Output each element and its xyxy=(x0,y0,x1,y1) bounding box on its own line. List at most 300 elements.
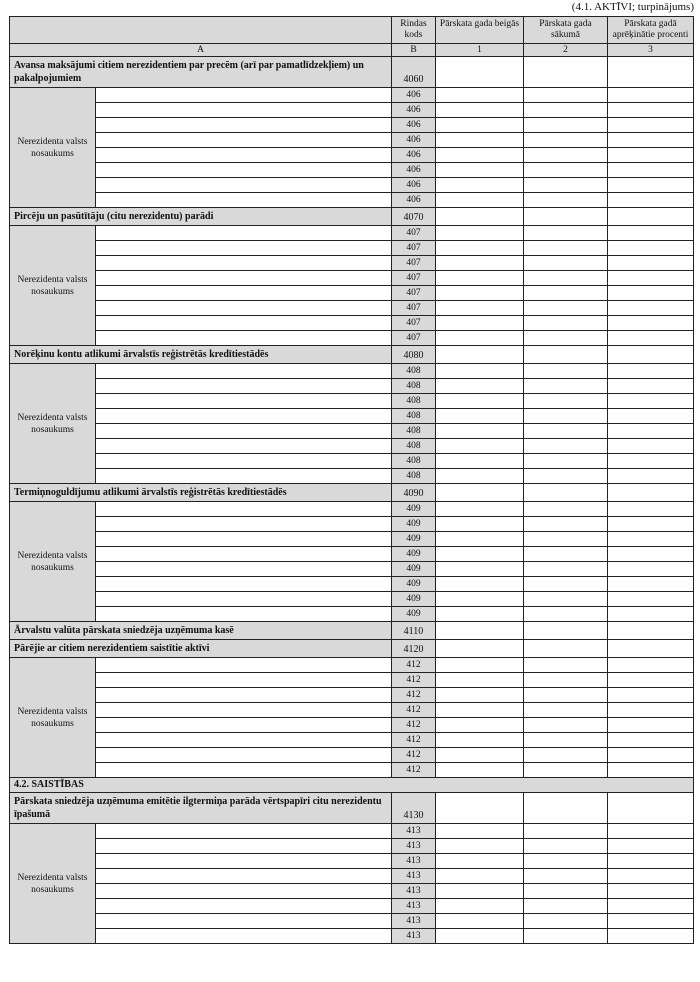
country-name-input[interactable] xyxy=(96,929,392,944)
value-year-end[interactable] xyxy=(436,688,524,703)
liabilities-title-row xyxy=(10,778,694,793)
country-name-input[interactable] xyxy=(96,439,392,454)
country-name-input[interactable] xyxy=(96,409,392,424)
value-interest[interactable] xyxy=(608,331,694,346)
country-row xyxy=(10,577,694,592)
country-name-input[interactable] xyxy=(96,718,392,733)
row-code: 412 xyxy=(392,733,436,748)
value-year-start[interactable] xyxy=(524,688,608,703)
letter-1: 1 xyxy=(436,44,524,57)
report-table xyxy=(9,16,694,944)
value-year-start[interactable] xyxy=(524,241,608,256)
country-name-input[interactable] xyxy=(96,226,392,241)
country-name-input[interactable] xyxy=(96,148,392,163)
value-interest[interactable] xyxy=(608,316,694,331)
value-year-start[interactable] xyxy=(524,502,608,517)
country-name-input[interactable] xyxy=(96,899,392,914)
row-code: 408 xyxy=(392,439,436,454)
country-label: Nerezidenta valsts nosaukums xyxy=(10,88,96,208)
value-interest[interactable] xyxy=(608,484,694,502)
value-year-start[interactable] xyxy=(524,409,608,424)
value-interest[interactable] xyxy=(608,673,694,688)
country-name-input[interactable] xyxy=(96,592,392,607)
row-code: 412 xyxy=(392,748,436,763)
section-code: 4110 xyxy=(392,622,436,640)
value-interest[interactable] xyxy=(608,592,694,607)
value-interest[interactable] xyxy=(608,517,694,532)
row-code: 413 xyxy=(392,869,436,884)
letter-b: B xyxy=(392,44,436,57)
value-interest[interactable] xyxy=(608,469,694,484)
country-name-input[interactable] xyxy=(96,914,392,929)
column-letters-row xyxy=(10,44,694,57)
country-row xyxy=(10,869,694,884)
value-year-end[interactable] xyxy=(436,547,524,562)
country-name-input[interactable] xyxy=(96,271,392,286)
value-year-end[interactable] xyxy=(436,316,524,331)
section-row xyxy=(10,622,694,640)
value-year-end[interactable] xyxy=(436,733,524,748)
country-name-input[interactable] xyxy=(96,241,392,256)
row-code: 407 xyxy=(392,271,436,286)
value-year-end[interactable] xyxy=(436,193,524,208)
section-label: Norēķinu kontu atlikumi ārvalstīs reģistrētās kredītiestādēs xyxy=(10,346,392,364)
country-row xyxy=(10,271,694,286)
country-row xyxy=(10,439,694,454)
value-year-end[interactable] xyxy=(436,577,524,592)
country-row xyxy=(10,469,694,484)
country-row xyxy=(10,409,694,424)
country-name-input[interactable] xyxy=(96,547,392,562)
value-year-start[interactable] xyxy=(524,703,608,718)
value-interest[interactable] xyxy=(608,379,694,394)
country-name-input[interactable] xyxy=(96,884,392,899)
value-year-start[interactable] xyxy=(524,839,608,854)
value-interest[interactable] xyxy=(608,103,694,118)
section-label: Termiņnoguldījumu atlikumi ārvalstīs reģistrētās kredītiestādēs xyxy=(10,484,392,502)
value-interest[interactable] xyxy=(608,133,694,148)
value-interest[interactable] xyxy=(608,688,694,703)
row-code: 408 xyxy=(392,454,436,469)
value-interest[interactable] xyxy=(608,532,694,547)
section-code: 4120 xyxy=(392,640,436,658)
section-row xyxy=(10,208,694,226)
value-year-end[interactable] xyxy=(436,914,524,929)
section-code: 4130 xyxy=(392,793,436,824)
value-year-end[interactable] xyxy=(436,256,524,271)
value-year-end[interactable] xyxy=(436,673,524,688)
section-label: Pārskata sniedzēja uzņēmuma emitētie ilgtermiņa parāda vērtspapīri citu nerezidentu īpašumā xyxy=(10,793,392,824)
row-code: 407 xyxy=(392,331,436,346)
value-interest[interactable] xyxy=(608,640,694,658)
value-interest[interactable] xyxy=(608,286,694,301)
value-interest[interactable] xyxy=(608,793,694,824)
value-year-start[interactable] xyxy=(524,733,608,748)
value-interest[interactable] xyxy=(608,658,694,673)
row-code: 413 xyxy=(392,884,436,899)
value-year-start[interactable] xyxy=(524,424,608,439)
section-row xyxy=(10,793,694,824)
country-row xyxy=(10,256,694,271)
value-year-end[interactable] xyxy=(436,502,524,517)
row-code: 409 xyxy=(392,592,436,607)
country-name-input[interactable] xyxy=(96,502,392,517)
value-year-end[interactable] xyxy=(436,763,524,778)
row-code: 412 xyxy=(392,673,436,688)
value-year-start[interactable] xyxy=(524,286,608,301)
value-year-start[interactable] xyxy=(524,454,608,469)
value-year-start[interactable] xyxy=(524,163,608,178)
value-year-start[interactable] xyxy=(524,193,608,208)
value-year-end[interactable] xyxy=(436,854,524,869)
country-name-input[interactable] xyxy=(96,331,392,346)
country-row xyxy=(10,607,694,622)
country-name-input[interactable] xyxy=(96,658,392,673)
value-interest[interactable] xyxy=(608,733,694,748)
value-year-start[interactable] xyxy=(524,748,608,763)
country-row xyxy=(10,562,694,577)
value-year-end[interactable] xyxy=(436,424,524,439)
value-year-end[interactable] xyxy=(436,163,524,178)
value-year-start[interactable] xyxy=(524,562,608,577)
value-year-end[interactable] xyxy=(436,118,524,133)
header-interest: Pārskata gadā aprēķinātie procenti xyxy=(608,17,694,44)
row-code: 407 xyxy=(392,286,436,301)
country-name-input[interactable] xyxy=(96,256,392,271)
value-year-start[interactable] xyxy=(524,824,608,839)
value-year-end[interactable] xyxy=(436,286,524,301)
value-interest[interactable] xyxy=(608,163,694,178)
country-row xyxy=(10,163,694,178)
value-interest[interactable] xyxy=(608,748,694,763)
value-year-end[interactable] xyxy=(436,658,524,673)
value-year-start[interactable] xyxy=(524,547,608,562)
value-interest[interactable] xyxy=(608,607,694,622)
header-year-start: Pārskata gada sākumā xyxy=(524,17,608,44)
value-year-start[interactable] xyxy=(524,929,608,944)
row-code: 408 xyxy=(392,424,436,439)
value-year-end[interactable] xyxy=(436,208,524,226)
section-code: 4060 xyxy=(392,57,436,88)
value-year-start[interactable] xyxy=(524,103,608,118)
country-name-input[interactable] xyxy=(96,688,392,703)
value-year-end[interactable] xyxy=(436,899,524,914)
value-year-start[interactable] xyxy=(524,484,608,502)
row-code: 408 xyxy=(392,364,436,379)
value-year-end[interactable] xyxy=(436,469,524,484)
country-name-input[interactable] xyxy=(96,88,392,103)
header-row-code: Rindas kods xyxy=(392,17,436,44)
value-year-start[interactable] xyxy=(524,226,608,241)
value-year-end[interactable] xyxy=(436,824,524,839)
country-name-input[interactable] xyxy=(96,703,392,718)
value-year-end[interactable] xyxy=(436,793,524,824)
value-interest[interactable] xyxy=(608,226,694,241)
country-name-input[interactable] xyxy=(96,301,392,316)
country-row xyxy=(10,424,694,439)
value-interest[interactable] xyxy=(608,622,694,640)
country-row xyxy=(10,502,694,517)
value-interest[interactable] xyxy=(608,193,694,208)
row-code: 406 xyxy=(392,163,436,178)
value-interest[interactable] xyxy=(608,884,694,899)
country-row xyxy=(10,178,694,193)
value-year-end[interactable] xyxy=(436,592,524,607)
value-interest[interactable] xyxy=(608,88,694,103)
value-interest[interactable] xyxy=(608,424,694,439)
value-year-start[interactable] xyxy=(524,439,608,454)
value-year-start[interactable] xyxy=(524,658,608,673)
value-year-end[interactable] xyxy=(436,241,524,256)
value-year-start[interactable] xyxy=(524,346,608,364)
value-year-start[interactable] xyxy=(524,640,608,658)
value-year-start[interactable] xyxy=(524,592,608,607)
value-year-end[interactable] xyxy=(436,532,524,547)
value-year-end[interactable] xyxy=(436,703,524,718)
country-row xyxy=(10,592,694,607)
value-year-end[interactable] xyxy=(436,226,524,241)
row-code: 406 xyxy=(392,148,436,163)
value-year-end[interactable] xyxy=(436,929,524,944)
value-year-start[interactable] xyxy=(524,301,608,316)
value-year-end[interactable] xyxy=(436,88,524,103)
country-name-input[interactable] xyxy=(96,532,392,547)
value-year-start[interactable] xyxy=(524,577,608,592)
value-interest[interactable] xyxy=(608,364,694,379)
value-year-start[interactable] xyxy=(524,364,608,379)
value-year-start[interactable] xyxy=(524,793,608,824)
value-interest[interactable] xyxy=(608,57,694,88)
value-year-start[interactable] xyxy=(524,133,608,148)
country-row xyxy=(10,703,694,718)
row-code: 408 xyxy=(392,379,436,394)
value-year-end[interactable] xyxy=(436,301,524,316)
row-code: 408 xyxy=(392,394,436,409)
value-interest[interactable] xyxy=(608,346,694,364)
country-name-input[interactable] xyxy=(96,316,392,331)
value-year-end[interactable] xyxy=(436,869,524,884)
country-row xyxy=(10,763,694,778)
value-year-end[interactable] xyxy=(436,748,524,763)
value-interest[interactable] xyxy=(608,577,694,592)
value-year-start[interactable] xyxy=(524,763,608,778)
country-row xyxy=(10,688,694,703)
value-interest[interactable] xyxy=(608,929,694,944)
row-code: 407 xyxy=(392,316,436,331)
country-name-input[interactable] xyxy=(96,286,392,301)
value-year-start[interactable] xyxy=(524,256,608,271)
country-name-input[interactable] xyxy=(96,424,392,439)
value-year-end[interactable] xyxy=(436,57,524,88)
value-interest[interactable] xyxy=(608,703,694,718)
value-year-end[interactable] xyxy=(436,148,524,163)
table-caption: (4.1. AKTĪVI; turpinājums) xyxy=(571,1,694,13)
value-year-start[interactable] xyxy=(524,884,608,899)
value-year-end[interactable] xyxy=(436,622,524,640)
value-year-end[interactable] xyxy=(436,607,524,622)
value-interest[interactable] xyxy=(608,854,694,869)
value-interest[interactable] xyxy=(608,869,694,884)
value-interest[interactable] xyxy=(608,178,694,193)
value-year-start[interactable] xyxy=(524,517,608,532)
country-row xyxy=(10,379,694,394)
value-year-end[interactable] xyxy=(436,839,524,854)
section-row xyxy=(10,346,694,364)
value-interest[interactable] xyxy=(608,454,694,469)
country-row xyxy=(10,673,694,688)
value-year-start[interactable] xyxy=(524,673,608,688)
country-row xyxy=(10,748,694,763)
value-interest[interactable] xyxy=(608,763,694,778)
country-name-input[interactable] xyxy=(96,454,392,469)
country-name-input[interactable] xyxy=(96,379,392,394)
value-year-start[interactable] xyxy=(524,899,608,914)
country-name-input[interactable] xyxy=(96,763,392,778)
value-year-start[interactable] xyxy=(524,914,608,929)
value-interest[interactable] xyxy=(608,824,694,839)
section-code: 4090 xyxy=(392,484,436,502)
country-name-input[interactable] xyxy=(96,824,392,839)
row-code: 408 xyxy=(392,469,436,484)
value-year-start[interactable] xyxy=(524,532,608,547)
value-interest[interactable] xyxy=(608,271,694,286)
country-row xyxy=(10,839,694,854)
country-row xyxy=(10,301,694,316)
value-year-start[interactable] xyxy=(524,718,608,733)
value-year-end[interactable] xyxy=(436,346,524,364)
value-interest[interactable] xyxy=(608,208,694,226)
value-year-end[interactable] xyxy=(436,640,524,658)
row-code: 413 xyxy=(392,824,436,839)
country-row xyxy=(10,854,694,869)
country-name-input[interactable] xyxy=(96,517,392,532)
value-year-start[interactable] xyxy=(524,331,608,346)
country-name-input[interactable] xyxy=(96,869,392,884)
value-year-start[interactable] xyxy=(524,178,608,193)
value-interest[interactable] xyxy=(608,241,694,256)
value-year-start[interactable] xyxy=(524,379,608,394)
row-code: 409 xyxy=(392,502,436,517)
value-interest[interactable] xyxy=(608,718,694,733)
value-year-end[interactable] xyxy=(436,103,524,118)
value-year-end[interactable] xyxy=(436,484,524,502)
country-name-input[interactable] xyxy=(96,577,392,592)
value-year-start[interactable] xyxy=(524,622,608,640)
value-year-end[interactable] xyxy=(436,454,524,469)
country-label: Nerezidenta valsts nosaukums xyxy=(10,658,96,778)
value-year-end[interactable] xyxy=(436,517,524,532)
country-name-input[interactable] xyxy=(96,133,392,148)
value-year-end[interactable] xyxy=(436,718,524,733)
country-name-input[interactable] xyxy=(96,854,392,869)
row-code: 412 xyxy=(392,658,436,673)
value-year-end[interactable] xyxy=(436,178,524,193)
value-interest[interactable] xyxy=(608,502,694,517)
value-interest[interactable] xyxy=(608,439,694,454)
value-year-start[interactable] xyxy=(524,208,608,226)
value-interest[interactable] xyxy=(608,562,694,577)
value-year-start[interactable] xyxy=(524,394,608,409)
value-year-end[interactable] xyxy=(436,562,524,577)
value-year-end[interactable] xyxy=(436,133,524,148)
value-year-start[interactable] xyxy=(524,607,608,622)
row-code: 407 xyxy=(392,226,436,241)
value-year-end[interactable] xyxy=(436,364,524,379)
value-year-start[interactable] xyxy=(524,57,608,88)
country-label: Nerezidenta valsts nosaukums xyxy=(10,226,96,346)
value-year-start[interactable] xyxy=(524,88,608,103)
value-year-start[interactable] xyxy=(524,854,608,869)
country-row xyxy=(10,316,694,331)
letter-2: 2 xyxy=(524,44,608,57)
country-name-input[interactable] xyxy=(96,673,392,688)
row-code: 406 xyxy=(392,133,436,148)
country-name-input[interactable] xyxy=(96,364,392,379)
value-interest[interactable] xyxy=(608,256,694,271)
value-year-end[interactable] xyxy=(436,439,524,454)
value-interest[interactable] xyxy=(608,839,694,854)
value-interest[interactable] xyxy=(608,118,694,133)
country-name-input[interactable] xyxy=(96,193,392,208)
country-label: Nerezidenta valsts nosaukums xyxy=(10,364,96,484)
country-name-input[interactable] xyxy=(96,607,392,622)
value-interest[interactable] xyxy=(608,409,694,424)
value-year-start[interactable] xyxy=(524,469,608,484)
country-name-input[interactable] xyxy=(96,163,392,178)
value-interest[interactable] xyxy=(608,899,694,914)
country-name-input[interactable] xyxy=(96,562,392,577)
value-year-start[interactable] xyxy=(524,148,608,163)
row-code: 413 xyxy=(392,839,436,854)
value-year-start[interactable] xyxy=(524,118,608,133)
country-name-input[interactable] xyxy=(96,118,392,133)
row-code: 408 xyxy=(392,409,436,424)
country-name-input[interactable] xyxy=(96,178,392,193)
header-row xyxy=(10,17,694,44)
value-year-end[interactable] xyxy=(436,394,524,409)
country-name-input[interactable] xyxy=(96,733,392,748)
row-code: 406 xyxy=(392,88,436,103)
section-label: Ārvalstu valūta pārskata sniedzēja uzņēmuma kasē xyxy=(10,622,392,640)
value-year-end[interactable] xyxy=(436,331,524,346)
value-year-end[interactable] xyxy=(436,884,524,899)
value-year-end[interactable] xyxy=(436,271,524,286)
value-year-start[interactable] xyxy=(524,316,608,331)
letter-3: 3 xyxy=(608,44,694,57)
value-interest[interactable] xyxy=(608,148,694,163)
value-year-start[interactable] xyxy=(524,271,608,286)
value-year-end[interactable] xyxy=(436,379,524,394)
country-row xyxy=(10,394,694,409)
country-name-input[interactable] xyxy=(96,748,392,763)
country-label: Nerezidenta valsts nosaukums xyxy=(10,824,96,944)
row-code: 406 xyxy=(392,178,436,193)
header-year-end: Pārskata gada beigās xyxy=(436,17,524,44)
section-label: Pircēju un pasūtītāju (citu nerezidentu) parādi xyxy=(10,208,392,226)
country-name-input[interactable] xyxy=(96,394,392,409)
country-name-input[interactable] xyxy=(96,469,392,484)
row-code: 409 xyxy=(392,532,436,547)
value-year-end[interactable] xyxy=(436,409,524,424)
value-interest[interactable] xyxy=(608,301,694,316)
value-interest[interactable] xyxy=(608,914,694,929)
value-year-start[interactable] xyxy=(524,869,608,884)
country-name-input[interactable] xyxy=(96,103,392,118)
value-interest[interactable] xyxy=(608,547,694,562)
value-interest[interactable] xyxy=(608,394,694,409)
row-code: 413 xyxy=(392,929,436,944)
country-name-input[interactable] xyxy=(96,839,392,854)
